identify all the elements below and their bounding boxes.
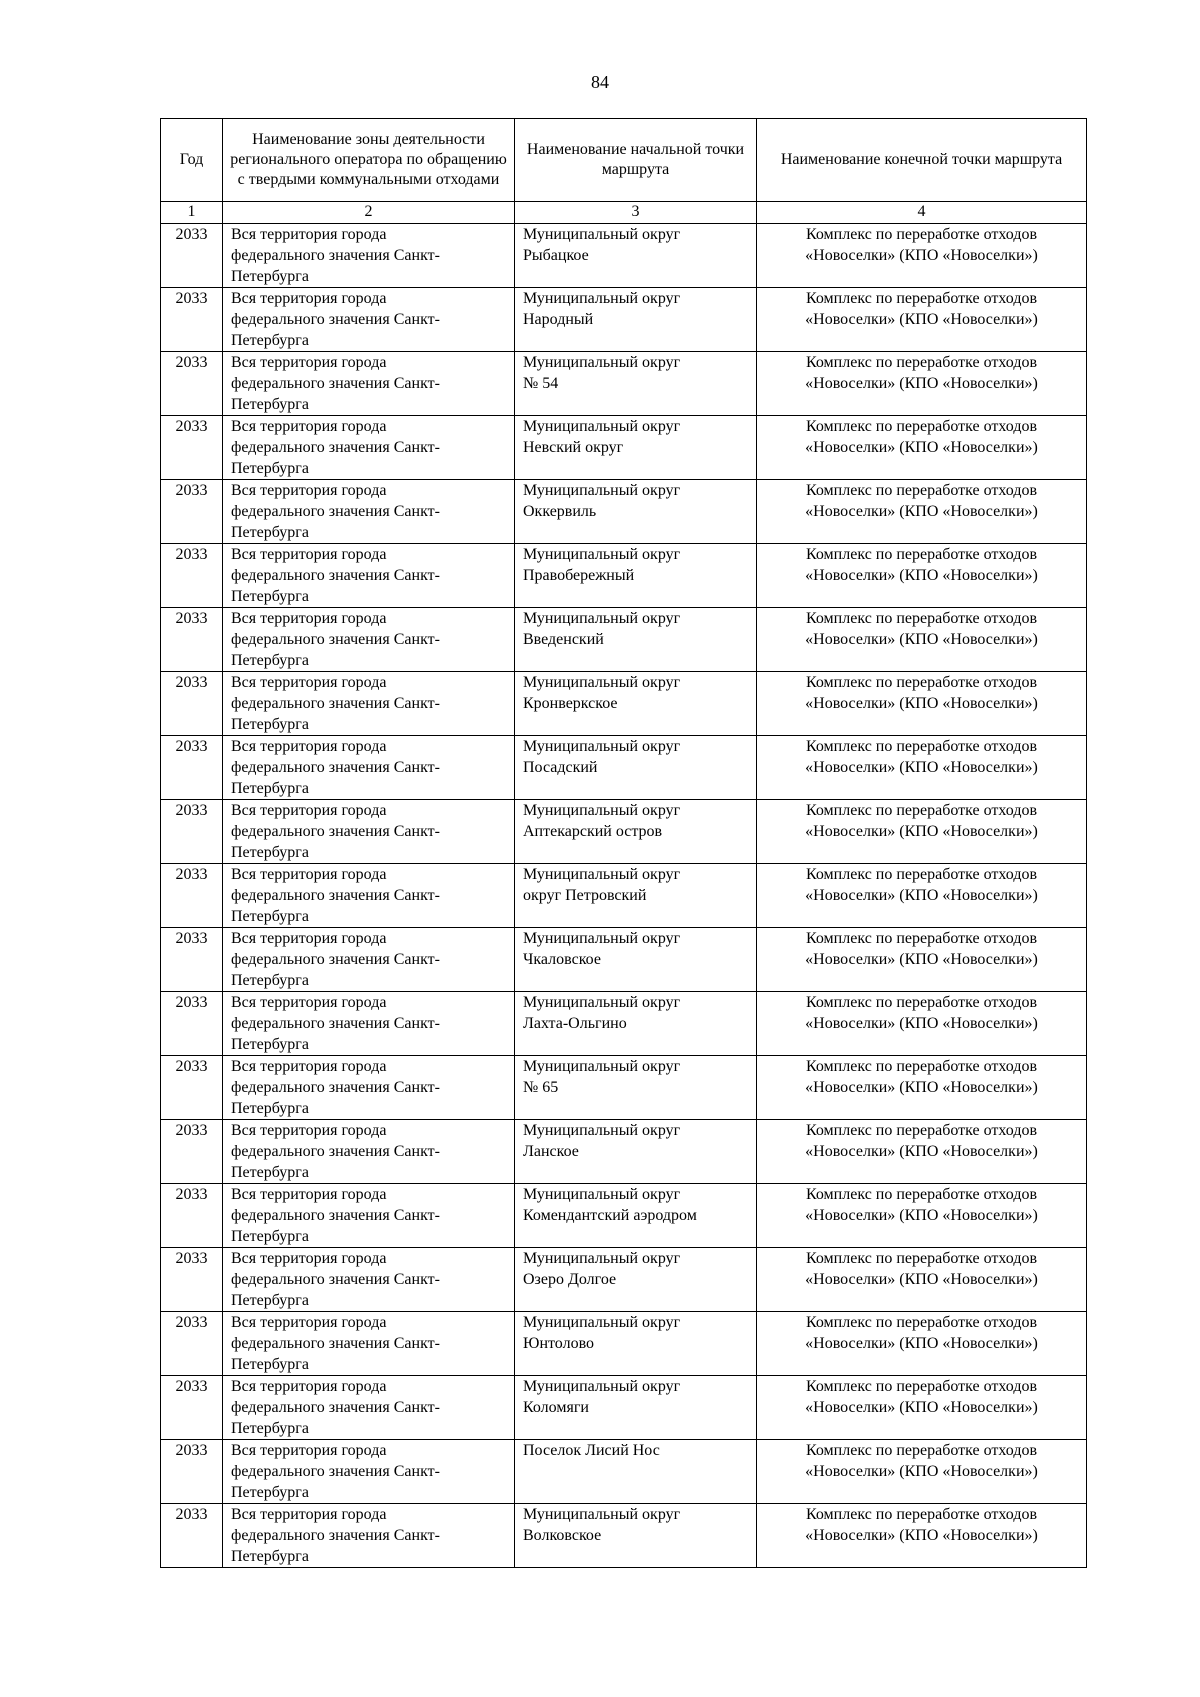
- zone-line: Вся территория города: [231, 1186, 387, 1203]
- end-point-line: Комплекс по переработке отходов: [805, 930, 1038, 947]
- start-point-cell: [515, 1504, 757, 1568]
- end-point-line: «Новоселки» (КПО «Новоселки»): [805, 1207, 1038, 1224]
- start-point-line: округ Петровский: [523, 887, 647, 904]
- end-point-line: Комплекс по переработке отходов: [805, 354, 1038, 371]
- header-end-point-label: Наименование конечной точки маршрута: [780, 151, 1063, 168]
- table-row: [161, 672, 1087, 736]
- year-cell: 2033: [161, 352, 223, 416]
- start-point-line: Муниципальный округ: [523, 930, 681, 947]
- end-point-cell: [757, 864, 1087, 928]
- column-numbers-row: [161, 202, 1087, 224]
- end-point-line: «Новоселки» (КПО «Новоселки»): [805, 439, 1038, 456]
- column-number: 1: [161, 202, 223, 224]
- zone-cell: [223, 352, 515, 416]
- zone-line: Вся территория города: [231, 546, 387, 563]
- zone-line: Вся территория города: [231, 1122, 387, 1139]
- table-row: [161, 1504, 1087, 1568]
- table-row: [161, 480, 1087, 544]
- table-row: [161, 1120, 1087, 1184]
- start-point-line: Рыбацкое: [523, 247, 589, 264]
- start-point-cell: [515, 608, 757, 672]
- start-point-line: Муниципальный округ: [523, 994, 681, 1011]
- end-point-line: Комплекс по переработке отходов: [805, 1442, 1038, 1459]
- start-point-line: Муниципальный округ: [523, 290, 681, 307]
- end-point-line: «Новоселки» (КПО «Новоселки»): [805, 695, 1038, 712]
- year-cell: 2033: [161, 608, 223, 672]
- header-zone-label: Наименование зоны деятельности регионального оператора по обращению с твердыми коммунальными отходами: [230, 131, 507, 188]
- zone-line: федерального значения Санкт-: [231, 1207, 440, 1224]
- table-row: [161, 352, 1087, 416]
- zone-line: Вся территория города: [231, 1442, 387, 1459]
- routes-table: [160, 118, 1087, 1568]
- zone-line: федерального значения Санкт-: [231, 1143, 440, 1160]
- start-point-line: Чкаловское: [523, 951, 601, 968]
- zone-cell: [223, 288, 515, 352]
- end-point-line: «Новоселки» (КПО «Новоселки»): [805, 375, 1038, 392]
- zone-line: Вся территория города: [231, 1058, 387, 1075]
- page-number: 84: [591, 72, 609, 92]
- column-number: 3: [515, 202, 757, 224]
- end-point-line: «Новоселки» (КПО «Новоселки»): [805, 1463, 1038, 1480]
- start-point-line: Поселок Лисий Нос: [523, 1442, 660, 1459]
- start-point-line: Муниципальный округ: [523, 1314, 681, 1331]
- start-point-line: Муниципальный округ: [523, 738, 681, 755]
- zone-line: федерального значения Санкт-: [231, 823, 440, 840]
- start-point-line: Ланское: [523, 1143, 579, 1160]
- header-year-label: Год: [179, 151, 204, 168]
- zone-cell: [223, 1504, 515, 1568]
- zone-line: Вся территория города: [231, 1506, 387, 1523]
- zone-cell: [223, 1056, 515, 1120]
- start-point-line: Муниципальный округ: [523, 866, 681, 883]
- table-row: [161, 928, 1087, 992]
- header-end-point: [757, 119, 1087, 202]
- start-point-line: Муниципальный округ: [523, 802, 681, 819]
- end-point-line: Комплекс по переработке отходов: [805, 546, 1038, 563]
- start-point-cell: [515, 1248, 757, 1312]
- zone-cell: [223, 416, 515, 480]
- start-point-cell: [515, 544, 757, 608]
- year-cell: 2033: [161, 1504, 223, 1568]
- zone-line: Вся территория города: [231, 802, 387, 819]
- zone-line: федерального значения Санкт-: [231, 247, 440, 264]
- header-start-point: [515, 119, 757, 202]
- column-number: 4: [757, 202, 1087, 224]
- end-point-line: «Новоселки» (КПО «Новоселки»): [805, 1527, 1038, 1544]
- end-point-cell: [757, 1312, 1087, 1376]
- year-cell: 2033: [161, 1120, 223, 1184]
- start-point-line: Муниципальный округ: [523, 1122, 681, 1139]
- start-point-line: Муниципальный округ: [523, 226, 681, 243]
- start-point-line: Посадский: [523, 759, 598, 776]
- zone-line: федерального значения Санкт-: [231, 887, 440, 904]
- start-point-line: Муниципальный округ: [523, 546, 681, 563]
- end-point-cell: [757, 1504, 1087, 1568]
- end-point-line: «Новоселки» (КПО «Новоселки»): [805, 567, 1038, 584]
- start-point-cell: [515, 800, 757, 864]
- end-point-cell: [757, 352, 1087, 416]
- year-cell: 2033: [161, 800, 223, 864]
- start-point-cell: [515, 1120, 757, 1184]
- end-point-line: Комплекс по переработке отходов: [805, 994, 1038, 1011]
- end-point-line: Комплекс по переработке отходов: [805, 418, 1038, 435]
- zone-line: Вся территория города: [231, 354, 387, 371]
- header-year: [161, 119, 223, 202]
- zone-line: Петербурга: [231, 972, 309, 989]
- end-point-cell: [757, 1248, 1087, 1312]
- start-point-line: Муниципальный округ: [523, 1250, 681, 1267]
- zone-line: Петербурга: [231, 1100, 309, 1117]
- start-point-line: Муниципальный округ: [523, 1186, 681, 1203]
- zone-cell: [223, 224, 515, 288]
- end-point-cell: [757, 224, 1087, 288]
- zone-cell: [223, 1312, 515, 1376]
- zone-line: Вся территория города: [231, 1378, 387, 1395]
- end-point-cell: [757, 1120, 1087, 1184]
- start-point-line: Народный: [523, 311, 594, 328]
- end-point-cell: [757, 1184, 1087, 1248]
- zone-line: федерального значения Санкт-: [231, 567, 440, 584]
- zone-line: федерального значения Санкт-: [231, 759, 440, 776]
- end-point-line: «Новоселки» (КПО «Новоселки»): [805, 1079, 1038, 1096]
- zone-line: Вся территория города: [231, 226, 387, 243]
- start-point-line: Оккервиль: [523, 503, 597, 520]
- end-point-cell: [757, 416, 1087, 480]
- year-cell: 2033: [161, 736, 223, 800]
- end-point-cell: [757, 544, 1087, 608]
- start-point-line: Юнтолово: [523, 1335, 595, 1352]
- end-point-line: Комплекс по переработке отходов: [805, 1250, 1038, 1267]
- zone-cell: [223, 992, 515, 1056]
- start-point-cell: [515, 416, 757, 480]
- end-point-line: «Новоселки» (КПО «Новоселки»): [805, 311, 1038, 328]
- year-cell: 2033: [161, 992, 223, 1056]
- end-point-line: Комплекс по переработке отходов: [805, 610, 1038, 627]
- start-point-line: Правобережный: [523, 567, 635, 584]
- end-point-line: «Новоселки» (КПО «Новоселки»): [805, 1271, 1038, 1288]
- end-point-line: Комплекс по переработке отходов: [805, 1122, 1038, 1139]
- header-start-point-label: Наименование начальной точки маршрута: [526, 141, 745, 178]
- year-cell: 2033: [161, 416, 223, 480]
- end-point-line: Комплекс по переработке отходов: [805, 866, 1038, 883]
- table-header-row: [161, 119, 1087, 202]
- start-point-line: № 65: [523, 1079, 559, 1096]
- table-row: [161, 608, 1087, 672]
- start-point-cell: [515, 928, 757, 992]
- start-point-line: Муниципальный округ: [523, 674, 681, 691]
- zone-line: Вся территория города: [231, 610, 387, 627]
- zone-line: Петербурга: [231, 780, 309, 797]
- end-point-line: «Новоселки» (КПО «Новоселки»): [805, 1143, 1038, 1160]
- end-point-cell: [757, 480, 1087, 544]
- year-cell: 2033: [161, 672, 223, 736]
- start-point-cell: [515, 352, 757, 416]
- zone-line: федерального значения Санкт-: [231, 1335, 440, 1352]
- zone-line: Петербурга: [231, 1484, 309, 1501]
- table-row: [161, 992, 1087, 1056]
- start-point-cell: [515, 864, 757, 928]
- zone-cell: [223, 1248, 515, 1312]
- start-point-line: Муниципальный округ: [523, 418, 681, 435]
- start-point-cell: [515, 1440, 757, 1504]
- end-point-cell: [757, 288, 1087, 352]
- table-row: [161, 1376, 1087, 1440]
- start-point-cell: [515, 1056, 757, 1120]
- start-point-line: Коломяги: [523, 1399, 589, 1416]
- zone-cell: [223, 800, 515, 864]
- start-point-cell: [515, 1312, 757, 1376]
- zone-line: Вся территория города: [231, 930, 387, 947]
- table-row: [161, 800, 1087, 864]
- end-point-line: «Новоселки» (КПО «Новоселки»): [805, 631, 1038, 648]
- zone-cell: [223, 1440, 515, 1504]
- table-row: [161, 1440, 1087, 1504]
- end-point-line: «Новоселки» (КПО «Новоселки»): [805, 1399, 1038, 1416]
- table-row: [161, 288, 1087, 352]
- end-point-line: Комплекс по переработке отходов: [805, 482, 1038, 499]
- end-point-cell: [757, 1440, 1087, 1504]
- table-row: [161, 1312, 1087, 1376]
- end-point-line: Комплекс по переработке отходов: [805, 674, 1038, 691]
- zone-line: Петербурга: [231, 524, 309, 541]
- start-point-cell: [515, 736, 757, 800]
- zone-line: Вся территория города: [231, 418, 387, 435]
- start-point-cell: [515, 1184, 757, 1248]
- start-point-line: Лахта-Ольгино: [523, 1015, 627, 1032]
- start-point-cell: [515, 224, 757, 288]
- end-point-line: «Новоселки» (КПО «Новоселки»): [805, 503, 1038, 520]
- year-cell: 2033: [161, 1376, 223, 1440]
- zone-line: Петербурга: [231, 332, 309, 349]
- zone-line: федерального значения Санкт-: [231, 951, 440, 968]
- year-cell: 2033: [161, 1312, 223, 1376]
- zone-line: федерального значения Санкт-: [231, 631, 440, 648]
- end-point-line: Комплекс по переработке отходов: [805, 290, 1038, 307]
- zone-line: Петербурга: [231, 1292, 309, 1309]
- year-cell: 2033: [161, 928, 223, 992]
- zone-line: Петербурга: [231, 716, 309, 733]
- zone-line: Вся территория города: [231, 738, 387, 755]
- zone-line: Вся территория города: [231, 674, 387, 691]
- zone-line: Петербурга: [231, 1036, 309, 1053]
- end-point-line: Комплекс по переработке отходов: [805, 1314, 1038, 1331]
- table-row: [161, 224, 1087, 288]
- end-point-line: Комплекс по переработке отходов: [805, 738, 1038, 755]
- zone-line: Петербурга: [231, 396, 309, 413]
- start-point-line: Муниципальный округ: [523, 354, 681, 371]
- year-cell: 2033: [161, 1056, 223, 1120]
- table-row: [161, 864, 1087, 928]
- zone-line: федерального значения Санкт-: [231, 1527, 440, 1544]
- year-cell: 2033: [161, 544, 223, 608]
- table-row: [161, 1056, 1087, 1120]
- start-point-line: Кронверкское: [523, 695, 618, 712]
- end-point-line: «Новоселки» (КПО «Новоселки»): [805, 951, 1038, 968]
- year-cell: 2033: [161, 288, 223, 352]
- zone-line: Петербурга: [231, 844, 309, 861]
- zone-cell: [223, 864, 515, 928]
- start-point-line: Волковское: [523, 1527, 602, 1544]
- start-point-cell: [515, 1376, 757, 1440]
- zone-cell: [223, 672, 515, 736]
- zone-line: федерального значения Санкт-: [231, 1271, 440, 1288]
- start-point-line: Муниципальный округ: [523, 1506, 681, 1523]
- zone-cell: [223, 736, 515, 800]
- end-point-line: Комплекс по переработке отходов: [805, 1186, 1038, 1203]
- header-zone: [223, 119, 515, 202]
- zone-line: Петербурга: [231, 268, 309, 285]
- zone-line: Петербурга: [231, 1228, 309, 1245]
- end-point-line: «Новоселки» (КПО «Новоселки»): [805, 1335, 1038, 1352]
- start-point-line: Озеро Долгое: [523, 1271, 617, 1288]
- end-point-line: Комплекс по переработке отходов: [805, 1058, 1038, 1075]
- end-point-line: «Новоселки» (КПО «Новоселки»): [805, 887, 1038, 904]
- zone-cell: [223, 544, 515, 608]
- year-cell: 2033: [161, 1440, 223, 1504]
- end-point-line: «Новоселки» (КПО «Новоселки»): [805, 759, 1038, 776]
- start-point-line: Аптекарский остров: [523, 823, 663, 840]
- start-point-cell: [515, 288, 757, 352]
- zone-line: Петербурга: [231, 1548, 309, 1565]
- year-cell: 2033: [161, 224, 223, 288]
- zone-line: Вся территория города: [231, 1314, 387, 1331]
- end-point-line: Комплекс по переработке отходов: [805, 226, 1038, 243]
- end-point-line: «Новоселки» (КПО «Новоселки»): [805, 823, 1038, 840]
- end-point-cell: [757, 992, 1087, 1056]
- zone-line: федерального значения Санкт-: [231, 1079, 440, 1096]
- zone-cell: [223, 480, 515, 544]
- zone-cell: [223, 1120, 515, 1184]
- zone-line: Петербурга: [231, 460, 309, 477]
- zone-line: федерального значения Санкт-: [231, 1399, 440, 1416]
- year-cell: 2033: [161, 480, 223, 544]
- start-point-cell: [515, 672, 757, 736]
- end-point-cell: [757, 1376, 1087, 1440]
- start-point-line: Муниципальный округ: [523, 1058, 681, 1075]
- end-point-cell: [757, 928, 1087, 992]
- table-row: [161, 416, 1087, 480]
- end-point-line: «Новоселки» (КПО «Новоселки»): [805, 247, 1038, 264]
- table-row: [161, 544, 1087, 608]
- zone-line: Вся территория города: [231, 866, 387, 883]
- zone-line: федерального значения Санкт-: [231, 503, 440, 520]
- table-row: [161, 1248, 1087, 1312]
- start-point-cell: [515, 480, 757, 544]
- zone-line: Вся территория города: [231, 482, 387, 499]
- table-row: [161, 736, 1087, 800]
- start-point-line: Комендантский аэродром: [523, 1207, 697, 1224]
- zone-line: Петербурга: [231, 1356, 309, 1373]
- end-point-cell: [757, 736, 1087, 800]
- zone-cell: [223, 608, 515, 672]
- zone-line: федерального значения Санкт-: [231, 375, 440, 392]
- zone-line: Петербурга: [231, 1420, 309, 1437]
- zone-line: Петербурга: [231, 908, 309, 925]
- table-row: [161, 1184, 1087, 1248]
- zone-line: Вся территория города: [231, 1250, 387, 1267]
- zone-cell: [223, 1376, 515, 1440]
- start-point-line: Введенский: [523, 631, 604, 648]
- year-cell: 2033: [161, 1248, 223, 1312]
- year-cell: 2033: [161, 1184, 223, 1248]
- start-point-line: № 54: [523, 375, 559, 392]
- zone-cell: [223, 928, 515, 992]
- zone-line: федерального значения Санкт-: [231, 695, 440, 712]
- zone-line: федерального значения Санкт-: [231, 439, 440, 456]
- zone-line: Петербурга: [231, 1164, 309, 1181]
- zone-line: федерального значения Санкт-: [231, 1015, 440, 1032]
- zone-cell: [223, 1184, 515, 1248]
- end-point-line: Комплекс по переработке отходов: [805, 1506, 1038, 1523]
- end-point-cell: [757, 1056, 1087, 1120]
- end-point-cell: [757, 672, 1087, 736]
- zone-line: Вся территория города: [231, 290, 387, 307]
- start-point-line: Муниципальный округ: [523, 1378, 681, 1395]
- end-point-line: «Новоселки» (КПО «Новоселки»): [805, 1015, 1038, 1032]
- start-point-line: Муниципальный округ: [523, 610, 681, 627]
- zone-line: федерального значения Санкт-: [231, 1463, 440, 1480]
- end-point-line: Комплекс по переработке отходов: [805, 802, 1038, 819]
- column-number: 2: [223, 202, 515, 224]
- start-point-line: Муниципальный округ: [523, 482, 681, 499]
- zone-line: Петербурга: [231, 588, 309, 605]
- table-body: [161, 224, 1087, 1568]
- year-cell: 2033: [161, 864, 223, 928]
- start-point-cell: [515, 992, 757, 1056]
- start-point-line: Невский округ: [523, 439, 624, 456]
- end-point-cell: [757, 608, 1087, 672]
- zone-line: федерального значения Санкт-: [231, 311, 440, 328]
- end-point-cell: [757, 800, 1087, 864]
- end-point-line: Комплекс по переработке отходов: [805, 1378, 1038, 1395]
- zone-line: Вся территория города: [231, 994, 387, 1011]
- zone-line: Петербурга: [231, 652, 309, 669]
